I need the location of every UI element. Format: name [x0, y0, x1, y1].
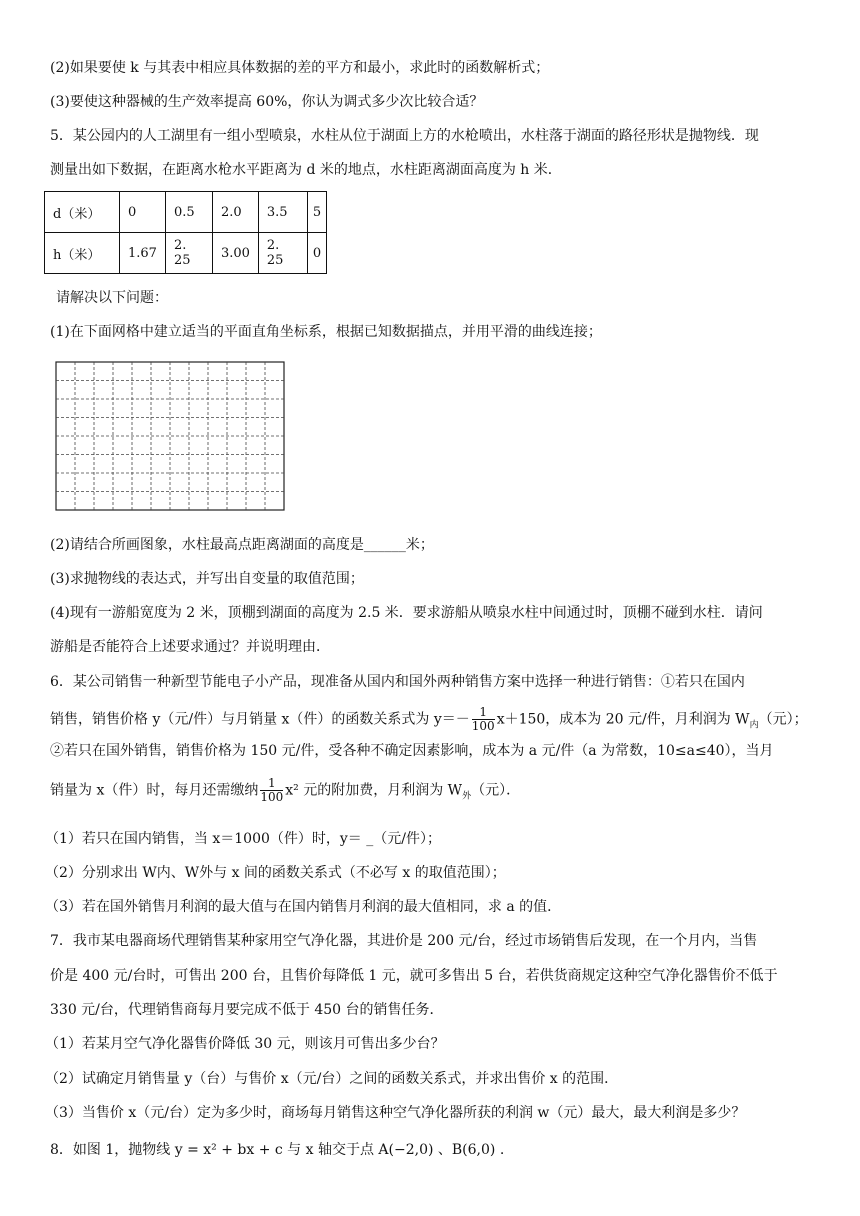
question-4-part-2: (2)如果要使 k 与其表中相应具体数据的差的平方和最小，求此时的函数解析式；: [50, 60, 550, 76]
table-cell: 0: [120, 192, 166, 233]
subscript-wai: 外: [462, 791, 472, 802]
table-cell: 5: [307, 192, 326, 233]
question-5-part-2: (2)请结合所画图象，水柱最高点距离湖面的高度是______米；: [50, 537, 434, 553]
data-table: [44, 191, 327, 274]
table-cell: 3.00: [212, 233, 258, 274]
fraction-1-over-100: [472, 706, 495, 733]
table-row-h: [45, 233, 327, 274]
question-7-part-1: （1）若某月空气净化器售价降低 30 元，则该月可售出多少台？: [45, 1036, 445, 1052]
question-6-line3: ②若只在国外销售，销售价格为 150 元/件，受各种不确定因素影响，成本为 a 元/件（a 为常数，10≤a≤40），当月: [50, 743, 774, 759]
question-6-part-3: （3）若在国外销售月利润的最大值与在国内销售月利润的最大值相同，求 a 的值．: [45, 899, 562, 915]
solve-prompt: 请解决以下问题：: [56, 290, 168, 306]
question-6-line2: [50, 706, 808, 735]
blank-grid: [55, 361, 287, 513]
table-header-d: d（米）: [45, 192, 120, 233]
q6-line4-a: 销量为 x（件）时，每月还需缴纳: [50, 782, 259, 799]
question-5-part-4-line2: 游船是否能符合上述要求通过？并说明理由．: [50, 639, 330, 655]
fraction-numerator: 1: [472, 706, 495, 720]
table-cell: 2.0: [212, 192, 258, 233]
table-cell: 1.67: [120, 233, 166, 274]
table-cell: 0.5: [165, 192, 212, 233]
question-5-part-1: (1)在下面网格中建立适当的平面直角坐标系，根据已知数据描点，并用平滑的曲线连接；: [50, 324, 602, 340]
q6-line4-c: （元）．: [471, 782, 521, 799]
table-header-h: h（米）: [45, 233, 120, 274]
q6-line4-b: x² 元的附加费，月利润为 W: [285, 782, 463, 799]
question-7-part-3: （3）当售价 x（元/台）定为多少时，商场每月销售这种空气净化器所获的利润 w（元）最大，最大利润是多少？: [45, 1105, 746, 1121]
question-7-line2: 价是 400 元/台时，可售出 200 台，且售价每降低 1 元，就可多售出 5 台，若供货商规定这种空气净化器售价不低于: [50, 968, 778, 984]
table-row-d: [45, 192, 327, 233]
question-5-intro-line2: 测量出如下数据，在距离水枪水平距离为 d 米的地点，水柱距离湖面高度为 h 米．: [50, 162, 562, 178]
question-6-line4: [50, 777, 520, 806]
table-cell: 3.5: [258, 192, 307, 233]
question-6-line1: 6．某公司销售一种新型节能电子小产品，现准备从国内和国外两种销售方案中选择一种进行销售：①若只在国内: [50, 674, 745, 690]
question-5-part-3: (3)求抛物线的表达式，并写出自变量的取值范围；: [50, 571, 364, 587]
question-5-part-4-line1: (4)现有一游船宽度为 2 米，顶棚到湖面的高度为 2.5 米．要求游船从喷泉水柱中间通过时，顶棚不碰到水柱．请问: [50, 605, 763, 621]
question-6-part-2: （2）分别求出 W内、W外与 x 间的函数关系式（不必写 x 的取值范围）；: [45, 865, 506, 881]
question-7-part-2: （2）试确定月销售量 y（台）与售价 x（元/台）之间的函数关系式，并求出售价 x 的范围．: [45, 1071, 619, 1087]
q6-line2-b: x＋150，成本为 20 元/件，月利润为 W: [496, 711, 750, 728]
question-5-intro-line1: 5．某公园内的人工湖里有一组小型喷泉，水柱从位于湖面上方的水枪喷出，水柱落于湖面的路径形状是抛物线．现: [50, 128, 759, 144]
question-8-line1: 8．如图 1，抛物线 y = x² + bx + c 与 x 轴交于点 A(−2,0) 、B(6,0) .: [50, 1142, 505, 1158]
question-7-line3: 330 元/台，代理销售商每月要完成不低于 450 台的销售任务．: [50, 1002, 444, 1018]
fraction-1-over-100: [260, 777, 283, 804]
table-cell: 2. 25: [165, 233, 212, 274]
question-4-part-3: (3)要使这种器械的生产效率提高 60%，你认为调式多少次比较合适？: [50, 94, 484, 110]
table-cell: 2. 25: [258, 233, 307, 274]
question-6-part-1: （1）若只在国内销售，当 x＝1000（件）时，y＝ _（元/件）；: [45, 831, 441, 847]
fraction-numerator: 1: [260, 777, 283, 791]
subscript-nei: 内: [749, 720, 759, 731]
table-cell: 0: [307, 233, 326, 274]
q6-line2-c: （元）；: [758, 711, 808, 728]
fraction-denominator: 100: [471, 719, 495, 733]
q6-line2-a: 销售，销售价格 y（元/件）与月销量 x（件）的函数关系式为 y＝－: [50, 711, 470, 728]
fraction-denominator: 100: [260, 790, 284, 804]
question-7-line1: 7．我市某电器商场代理销售某种家用空气净化器，其进价是 200 元/台，经过市场销售后发现，在一个月内，当售: [50, 933, 758, 949]
